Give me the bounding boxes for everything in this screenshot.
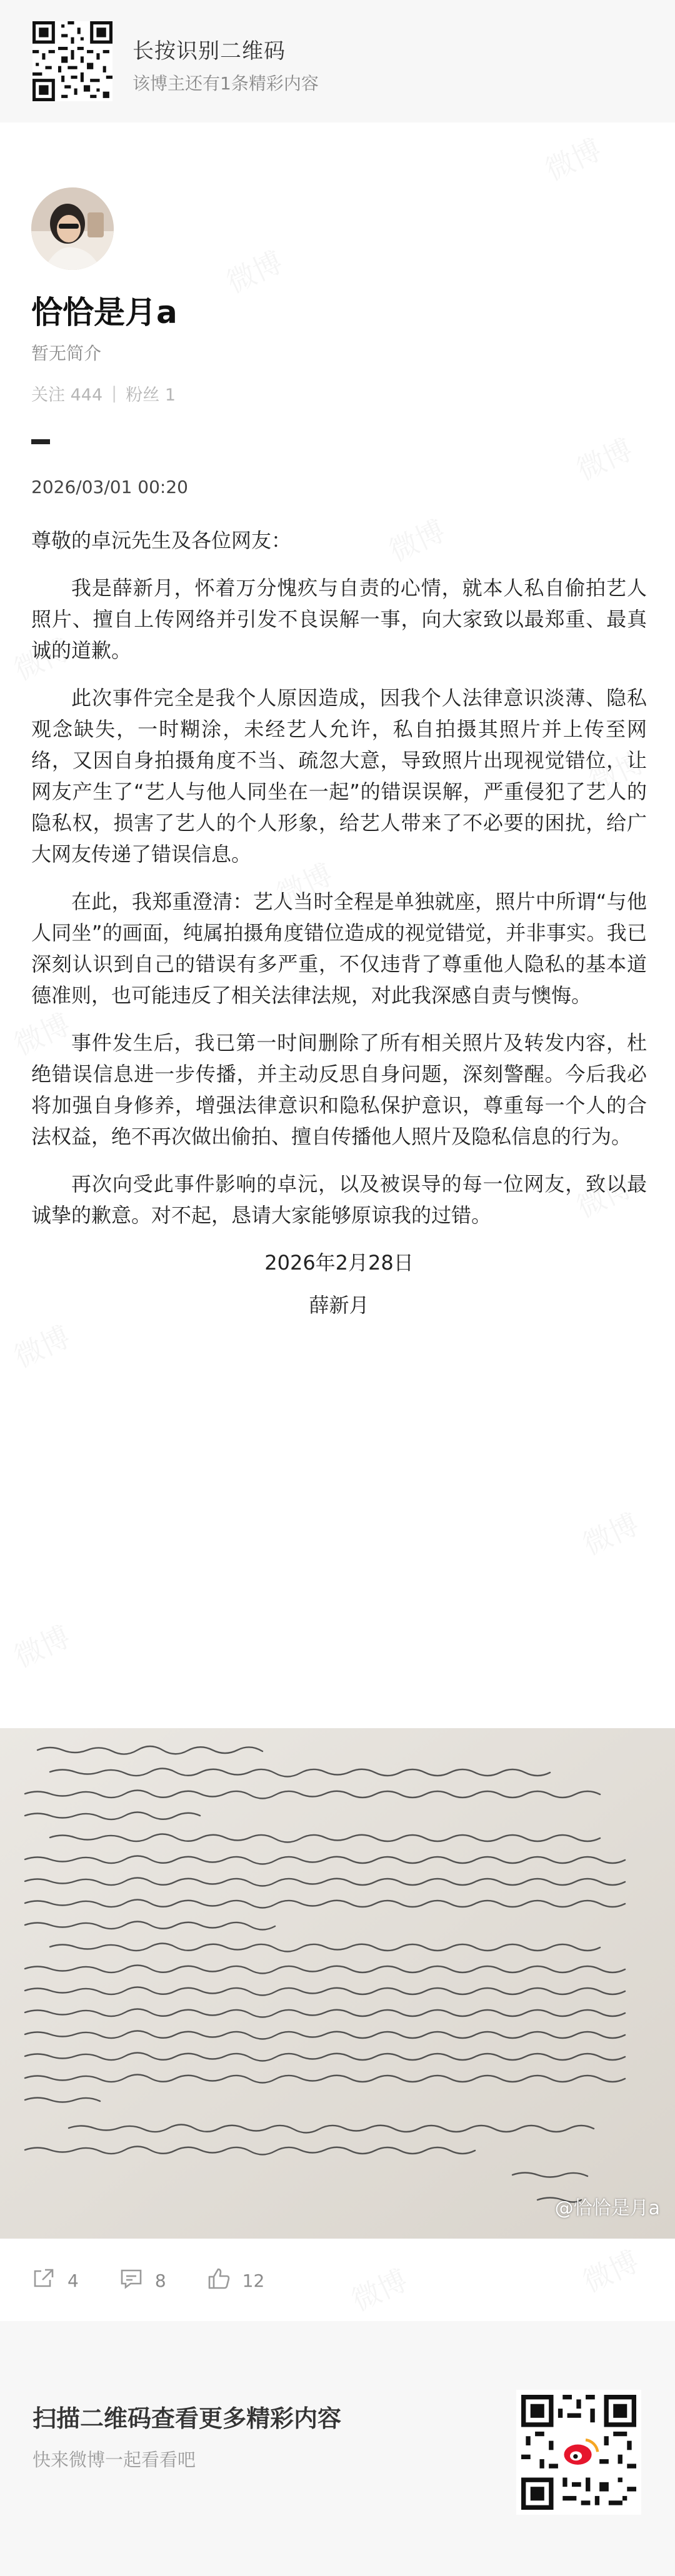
weibo-watermark	[6, 1614, 76, 1676]
post-paragraph: 我是薛新月，怀着万分愧疚与自责的心情，就本人私自偷拍艺人照片、擅自上传网络并引发不良误解一事，向大家致以最郑重、最真诚的道歉。	[31, 576, 647, 662]
following-count[interactable]: 关注 444	[31, 385, 103, 405]
post-date: 2026/03/01 00:20	[31, 477, 188, 497]
handwritten-letter-image[interactable]	[0, 1728, 675, 2239]
signature-date: 2026年2月28日	[264, 1251, 414, 1275]
followers-count[interactable]: 粉丝 1	[126, 385, 176, 405]
image-watermark: @恰恰是月a	[554, 2197, 660, 2219]
post-actions	[31, 2262, 264, 2299]
footer	[0, 2321, 675, 2576]
banner-title: 长按识别二维码	[132, 39, 286, 64]
share-icon	[31, 2266, 56, 2295]
thumbs-up-icon	[206, 2266, 231, 2295]
post-content	[31, 525, 647, 1332]
profile-intro: 暂无简介	[31, 343, 102, 364]
post-paragraph: 在此，我郑重澄清：艺人当时全程是单独就座，照片中所谓“与他人同坐”的画面，纯属拍摄角度错位造成的视觉错觉，并非事实。我已深刻认识到自己的错误有多严重，不仅违背了尊重他人隐私的基本道德准则，也可能违反了相关法律法规，对此我深感自责与懊悔。	[31, 890, 647, 1007]
weibo-watermark	[575, 1502, 644, 1564]
divider	[31, 439, 50, 444]
weibo-watermark	[575, 2239, 644, 2301]
comment-count: 8	[154, 2270, 166, 2291]
footer-qr-code-icon[interactable]	[516, 2390, 641, 2515]
post-paragraph: 事件发生后，我已第一时间删除了所有相关照片及转发内容，杜绝错误信息进一步传播，并主动反思自身问题，深刻警醒。今后我必将加强自身修养，增强法律意识和隐私保护意识，尊重每一个人的合法权益，绝不再次做出偷拍、擅自传播他人照片及隐私信息的行为。	[31, 1031, 647, 1148]
weibo-watermark	[569, 427, 638, 489]
comment-button[interactable]	[119, 2266, 166, 2295]
share-count: 4	[68, 2270, 79, 2291]
username[interactable]: 恰恰是月a	[31, 294, 178, 331]
like-button[interactable]	[206, 2266, 265, 2295]
weibo-watermark	[344, 2258, 413, 2320]
profile-stats	[31, 381, 176, 405]
stats-separator: |	[111, 384, 118, 403]
comment-icon	[119, 2266, 144, 2295]
weibo-watermark	[219, 240, 288, 302]
banner-subtitle: 该博主还有1条精彩内容	[132, 73, 319, 94]
signature-name: 薛新月	[309, 1293, 369, 1317]
qr-code-icon[interactable]	[32, 21, 112, 101]
qr-banner[interactable]	[0, 0, 675, 122]
like-count: 12	[242, 2270, 265, 2291]
footer-subtitle: 快来微博一起看看吧	[32, 2449, 196, 2470]
avatar[interactable]	[31, 187, 114, 270]
weibo-watermark	[538, 127, 607, 189]
footer-title: 扫描二维码查看更多精彩内容	[32, 2405, 342, 2432]
post-paragraph: 此次事件完全是我个人原因造成，因我个人法律意识淡薄、隐私观念缺失，一时糊涂，未经艺人允许，私自拍摄其照片并上传至网络，又因自身拍摄角度不当、疏忽大意，导致照片出现视觉错位，让网友产生了“艺人与他人同坐在一起”的错误误解，严重侵犯了艺人的隐私权，损害了艺人的个人形象，给艺人带来了不必要的困扰，给广大网友传递了错误信息。	[31, 686, 647, 866]
share-button[interactable]	[31, 2266, 79, 2295]
post-paragraph: 再次向受此事件影响的卓沅，以及被误导的每一位网友，致以最诚挚的歉意。对不起，恳请大家能够原谅我的过错。	[31, 1172, 647, 1227]
post-greeting: 尊敬的卓沅先生及各位网友：	[31, 529, 292, 552]
